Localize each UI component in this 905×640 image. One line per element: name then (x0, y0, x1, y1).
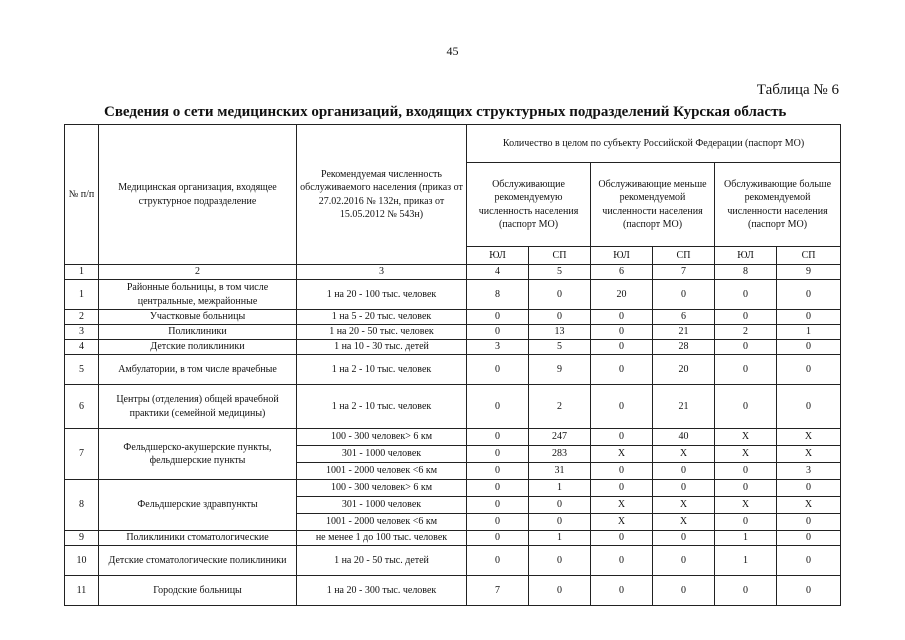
value-cell: 0 (591, 385, 653, 429)
header-yul: ЮЛ (591, 247, 653, 265)
recommended-population: 100 - 300 человек> 6 км (297, 480, 467, 497)
value-cell: X (777, 429, 841, 446)
header-group-less: Обслуживающие меньше рекомендуемой численности населения (паспорт МО) (591, 163, 715, 247)
row-number: 2 (65, 310, 99, 325)
value-cell: 31 (529, 463, 591, 480)
value-cell: 0 (529, 280, 591, 310)
organization-name: Амбулатории, в том числе врачебные (99, 355, 297, 385)
row-number: 3 (65, 325, 99, 340)
organization-name: Центры (отделения) общей врачебной практики (семейной медицины) (99, 385, 297, 429)
col-number: 1 (65, 265, 99, 280)
col-number: 6 (591, 265, 653, 280)
value-cell: 0 (591, 429, 653, 446)
recommended-population: 1 на 10 - 30 тыс. детей (297, 340, 467, 355)
value-cell: 0 (591, 463, 653, 480)
value-cell: 247 (529, 429, 591, 446)
recommended-population: 301 - 1000 человек (297, 497, 467, 514)
value-cell: 28 (653, 340, 715, 355)
organization-name: Детские стоматологические поликлиники (99, 546, 297, 576)
table-row (65, 355, 841, 385)
table-row (65, 385, 841, 429)
value-cell: 0 (715, 480, 777, 497)
document-title: Сведения о сети медицинских организаций, входящих структурных подразделений Курская область (104, 104, 787, 120)
value-cell: 1 (715, 531, 777, 546)
row-number: 6 (65, 385, 99, 429)
col-number: 3 (297, 265, 467, 280)
value-cell: 0 (715, 514, 777, 531)
row-number: 4 (65, 340, 99, 355)
recommended-population: 1 на 20 - 100 тыс. человек (297, 280, 467, 310)
value-cell: 0 (467, 429, 529, 446)
recommended-population: 1 на 2 - 10 тыс. человек (297, 355, 467, 385)
value-cell: 0 (715, 280, 777, 310)
header-sp: СП (777, 247, 841, 265)
recommended-population: 1001 - 2000 человек <6 км (297, 463, 467, 480)
row-number: 1 (65, 280, 99, 310)
value-cell: 21 (653, 325, 715, 340)
value-cell: 0 (467, 514, 529, 531)
value-cell: 0 (777, 531, 841, 546)
value-cell: 0 (715, 463, 777, 480)
row-number: 8 (65, 480, 99, 531)
col-number: 4 (467, 265, 529, 280)
value-cell: 8 (467, 280, 529, 310)
value-cell: 1 (529, 531, 591, 546)
value-cell: X (653, 446, 715, 463)
recommended-population: 1 на 20 - 50 тыс. человек (297, 325, 467, 340)
value-cell: 0 (653, 531, 715, 546)
recommended-population: 1 на 5 - 20 тыс. человек (297, 310, 467, 325)
page-number: 45 (446, 44, 459, 58)
value-cell: 0 (467, 385, 529, 429)
value-cell: X (715, 429, 777, 446)
recommended-population: 301 - 1000 человек (297, 446, 467, 463)
value-cell: 1 (715, 546, 777, 576)
value-cell: 0 (591, 576, 653, 606)
value-cell: 0 (467, 325, 529, 340)
value-cell: 3 (467, 340, 529, 355)
value-cell: 0 (653, 463, 715, 480)
header-org: Медицинская организация, входящее структурное подразделение (99, 125, 297, 265)
table-label: Таблица № 6 (756, 82, 839, 98)
table-row (65, 280, 841, 310)
col-number: 9 (777, 265, 841, 280)
header-sp: СП (529, 247, 591, 265)
table-row (65, 480, 841, 497)
value-cell: 40 (653, 429, 715, 446)
organization-name: Городские больницы (99, 576, 297, 606)
value-cell: 0 (715, 576, 777, 606)
value-cell: 0 (467, 446, 529, 463)
value-cell: 1 (777, 325, 841, 340)
value-cell: 0 (777, 310, 841, 325)
value-cell: 0 (715, 385, 777, 429)
value-cell: 20 (591, 280, 653, 310)
col-number: 2 (99, 265, 297, 280)
table-row (65, 429, 841, 446)
table-row (65, 325, 841, 340)
organization-name: Фельдшерско-акушерские пункты, фельдшерские пункты (99, 429, 297, 480)
value-cell: X (591, 446, 653, 463)
recommended-population: 1001 - 2000 человек <6 км (297, 514, 467, 531)
value-cell: 9 (529, 355, 591, 385)
value-cell: 0 (467, 480, 529, 497)
value-cell: 0 (777, 546, 841, 576)
value-cell: 0 (467, 531, 529, 546)
value-cell: 0 (653, 480, 715, 497)
organization-name: Районные больницы, в том числе центральные, межрайонные (99, 280, 297, 310)
row-number: 7 (65, 429, 99, 480)
value-cell: 0 (777, 576, 841, 606)
value-cell: 0 (777, 355, 841, 385)
column-number-row (65, 265, 841, 280)
value-cell: 0 (715, 355, 777, 385)
value-cell: 0 (715, 340, 777, 355)
value-cell: 0 (467, 310, 529, 325)
col-number: 8 (715, 265, 777, 280)
value-cell: 0 (467, 497, 529, 514)
recommended-population: 1 на 20 - 300 тыс. человек (297, 576, 467, 606)
value-cell: 21 (653, 385, 715, 429)
col-number: 7 (653, 265, 715, 280)
header-yul: ЮЛ (715, 247, 777, 265)
recommended-population: не менее 1 до 100 тыс. человек (297, 531, 467, 546)
header-total: Количество в целом по субъекту Российской Федерации (паспорт МО) (467, 125, 841, 163)
value-cell: 2 (529, 385, 591, 429)
row-number: 10 (65, 546, 99, 576)
header-yul: ЮЛ (467, 247, 529, 265)
value-cell: 0 (777, 480, 841, 497)
value-cell: 3 (777, 463, 841, 480)
value-cell: X (777, 497, 841, 514)
header-recommended: Рекомендуемая численность обслуживаемого населения (приказ от 27.02.2016 № 132н, приказ от 15.05.2012 № 543н) (297, 125, 467, 265)
medical-organizations-table (64, 124, 841, 606)
table-row (65, 531, 841, 546)
value-cell: 0 (591, 546, 653, 576)
value-cell: 0 (591, 531, 653, 546)
value-cell: 283 (529, 446, 591, 463)
header-sp: СП (653, 247, 715, 265)
value-cell: 0 (529, 546, 591, 576)
value-cell: 0 (653, 576, 715, 606)
value-cell: 6 (653, 310, 715, 325)
value-cell: 13 (529, 325, 591, 340)
recommended-population: 1 на 2 - 10 тыс. человек (297, 385, 467, 429)
organization-name: Поликлиники (99, 325, 297, 340)
table-row (65, 310, 841, 325)
value-cell: 0 (777, 340, 841, 355)
row-number: 11 (65, 576, 99, 606)
value-cell: 0 (777, 514, 841, 531)
value-cell: 0 (653, 546, 715, 576)
value-cell: 0 (591, 480, 653, 497)
row-number: 9 (65, 531, 99, 546)
recommended-population: 100 - 300 человек> 6 км (297, 429, 467, 446)
value-cell: 0 (777, 385, 841, 429)
value-cell: 1 (529, 480, 591, 497)
value-cell: 0 (653, 280, 715, 310)
col-number: 5 (529, 265, 591, 280)
value-cell: 0 (777, 280, 841, 310)
table-row (65, 576, 841, 606)
value-cell: X (777, 446, 841, 463)
value-cell: 0 (529, 310, 591, 325)
organization-name: Детские поликлиники (99, 340, 297, 355)
value-cell: 0 (529, 514, 591, 531)
value-cell: 0 (591, 310, 653, 325)
recommended-population: 1 на 20 - 50 тыс. детей (297, 546, 467, 576)
value-cell: 5 (529, 340, 591, 355)
table-row (65, 340, 841, 355)
value-cell: 0 (529, 576, 591, 606)
value-cell: X (653, 514, 715, 531)
organization-name: Поликлиники стоматологические (99, 531, 297, 546)
organization-name: Участковые больницы (99, 310, 297, 325)
row-number: 5 (65, 355, 99, 385)
value-cell: 0 (715, 310, 777, 325)
header-group-recommended: Обслуживающие рекомендуемую численность населения (паспорт МО) (467, 163, 591, 247)
value-cell: X (715, 497, 777, 514)
value-cell: 0 (467, 463, 529, 480)
value-cell: X (653, 497, 715, 514)
value-cell: 20 (653, 355, 715, 385)
value-cell: 7 (467, 576, 529, 606)
header-group-more: Обслуживающие больше рекомендуемой численности населения (паспорт МО) (715, 163, 841, 247)
table-row (65, 546, 841, 576)
value-cell: 0 (591, 325, 653, 340)
value-cell: 0 (591, 340, 653, 355)
value-cell: X (591, 514, 653, 531)
value-cell: X (715, 446, 777, 463)
value-cell: 0 (467, 355, 529, 385)
value-cell: X (591, 497, 653, 514)
value-cell: 0 (467, 546, 529, 576)
value-cell: 0 (591, 355, 653, 385)
organization-name: Фельдшерские здравпункты (99, 480, 297, 531)
value-cell: 0 (529, 497, 591, 514)
header-num: № п/п (65, 125, 99, 265)
value-cell: 2 (715, 325, 777, 340)
